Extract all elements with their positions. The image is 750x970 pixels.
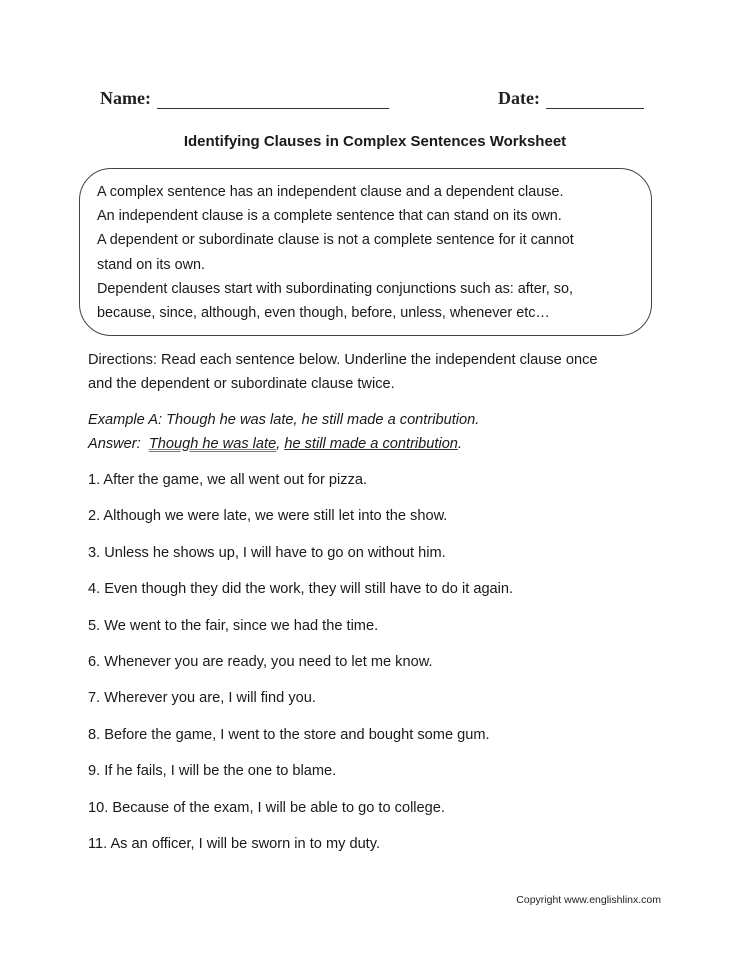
question-item[interactable]: 9. If he fails, I will be the one to blame.: [88, 763, 337, 780]
example-answer: [88, 432, 479, 456]
info-line: stand on its own.: [97, 256, 205, 273]
info-line: A dependent or subordinate clause is not a complete sentence for it cannot: [97, 232, 574, 249]
date-field: [498, 88, 644, 109]
question-item[interactable]: 5. We went to the fair, since we had the time.: [88, 617, 379, 634]
directions-line-2: and the dependent or subordinate clause twice.: [88, 376, 395, 392]
directions-line-1: Directions: Read each sentence below. Underline the independent clause once: [88, 352, 598, 368]
question-item[interactable]: 6. Whenever you are ready, you need to let me know.: [88, 653, 433, 670]
question-item[interactable]: 10. Because of the exam, I will be able to go to college.: [88, 799, 445, 816]
answer-label: Answer:: [88, 436, 141, 452]
question-item[interactable]: 7. Wherever you are, I will find you.: [88, 690, 316, 707]
copyright-notice: Copyright www.englishlinx.com: [516, 894, 661, 906]
answer-period: .: [457, 436, 462, 452]
name-blank-line[interactable]: [157, 90, 389, 109]
info-line: A complex sentence has an independent clause and a dependent clause.: [97, 184, 564, 200]
answer-independent-clause: he still made a contribution: [284, 436, 458, 452]
example-block: [88, 408, 479, 456]
question-item[interactable]: 4. Even though they did the work, they will still have to do it again.: [88, 581, 514, 598]
question-item[interactable]: 8. Before the game, I went to the store and bought some gum.: [88, 726, 490, 743]
question-item[interactable]: 2. Although we were late, we were still let into the show.: [88, 508, 448, 525]
question-item[interactable]: 3. Unless he shows up, I will have to go on without him.: [88, 544, 446, 561]
date-label: Date:: [498, 88, 540, 108]
info-line: An independent clause is a complete sentence that can stand on its own.: [97, 208, 562, 225]
question-list: [88, 468, 513, 868]
worksheet-title: Identifying Clauses in Complex Sentences Worksheet: [183, 133, 567, 150]
name-field: [100, 88, 389, 109]
info-box: [79, 168, 652, 336]
answer-comma: ,: [276, 436, 281, 452]
info-line: because, since, although, even though, before, unless, whenever etc…: [97, 305, 550, 322]
question-item[interactable]: 11. As an officer, I will be sworn in to my duty.: [88, 835, 381, 852]
date-blank-line[interactable]: [546, 90, 644, 109]
example-sentence: Example A: Though he was late, he still made a contribution.: [88, 412, 480, 428]
question-item[interactable]: 1. After the game, we all went out for pizza.: [88, 472, 368, 488]
answer-dependent-clause: Though he was late: [148, 436, 277, 452]
directions: [88, 348, 598, 396]
info-line: Dependent clauses start with subordinating conjunctions such as: after, so,: [97, 280, 573, 297]
name-label: Name:: [100, 88, 151, 108]
